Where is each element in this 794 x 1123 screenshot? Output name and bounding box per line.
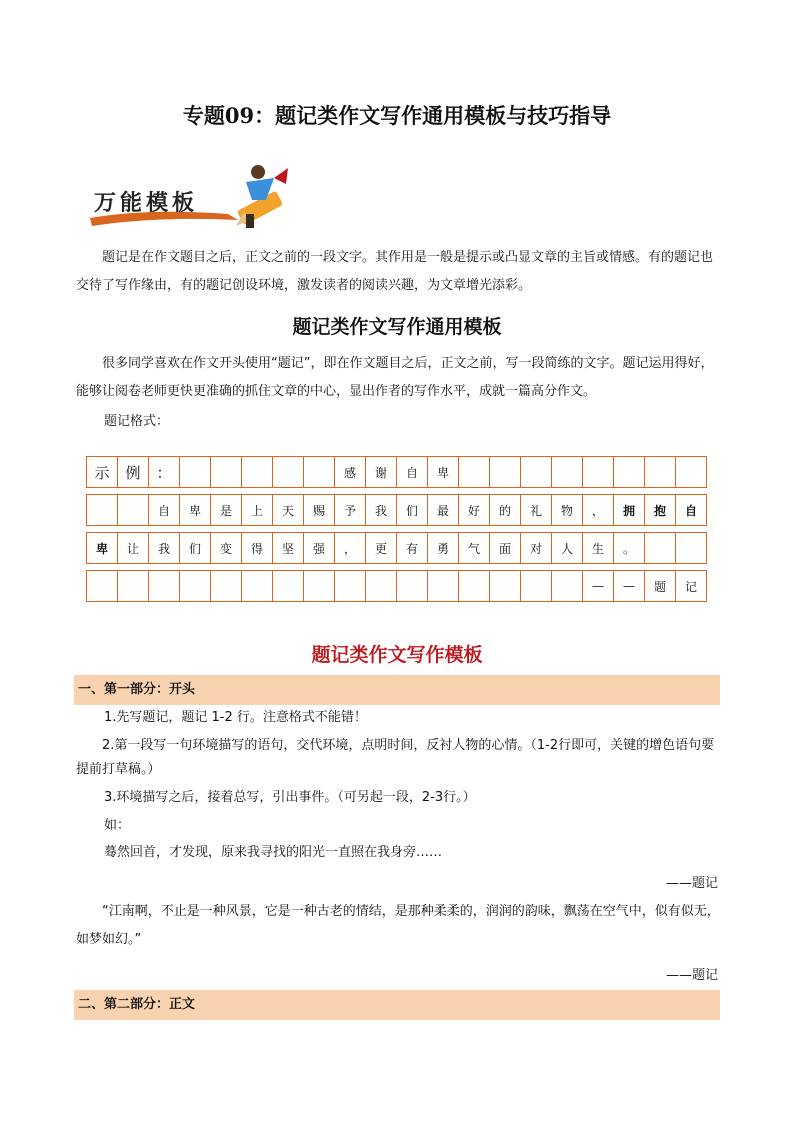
banner: [88, 160, 298, 240]
grid-cell: [583, 457, 614, 488]
banner-text: 万能模板: [94, 190, 199, 216]
grid-cell: [273, 457, 304, 488]
grid-cell: [521, 571, 552, 602]
grid-cell: 变: [211, 533, 242, 564]
section-heading-2: 题记类作文写作模板: [311, 644, 483, 666]
grid-cell: [118, 571, 149, 602]
grid-cell: 上: [242, 495, 273, 526]
grid-cell: 物: [552, 495, 583, 526]
grid-cell: 自: [397, 457, 428, 488]
grid-cell: [180, 571, 211, 602]
grid-cell: 。: [614, 533, 645, 564]
example-1-signature: ——题记: [665, 876, 718, 891]
part1-item-1: 1.先写题记，题记 1-2 行。注意格式不能错！: [104, 710, 367, 725]
grid-cell: 卑: [180, 495, 211, 526]
section-heading-1: 题记类作文写作通用模板: [292, 316, 502, 338]
part2-bar: 二、第二部分：正文: [74, 990, 720, 1020]
part1-bar: 一、第一部分：开头: [74, 675, 720, 705]
grid-cell: 卑: [428, 457, 459, 488]
format-label: 题记格式：: [104, 414, 170, 429]
grid-cell: [552, 571, 583, 602]
grid-cell: 拥: [614, 495, 645, 526]
grid-cell: 抱: [645, 495, 676, 526]
grid-cell: 礼: [521, 495, 552, 526]
grid-cell: [552, 457, 583, 488]
grid-cell: 是: [211, 495, 242, 526]
grid-cell: [428, 571, 459, 602]
grid-cell: 让: [118, 533, 149, 564]
grid-cell: [645, 457, 676, 488]
grid-cell: [490, 457, 521, 488]
grid-cell: [335, 571, 366, 602]
grid-cell: 题: [645, 571, 676, 602]
grid-cell: 记: [676, 571, 707, 602]
grid-cell: 人: [552, 533, 583, 564]
grid-row: [87, 533, 707, 564]
grid-cell: [490, 571, 521, 602]
grid-gap: [87, 564, 707, 571]
grid-cell: [180, 457, 211, 488]
part1-item-2: 2.第一段写一句环境描写的语句，交代环境，点明时间，反衬人物的心情。（1-2行即可，关键的增色语句要提前打草稿。）: [76, 738, 715, 777]
grid-cell: [211, 571, 242, 602]
grid-cell: 天: [273, 495, 304, 526]
grid-row: [87, 495, 707, 526]
grid-cell: 自: [676, 495, 707, 526]
grid-cell: [118, 495, 149, 526]
grid-cell: 更: [366, 533, 397, 564]
child-figure-icon: [246, 165, 288, 228]
grid-cell: 谢: [366, 457, 397, 488]
grid-cell: [676, 533, 707, 564]
grid-cell: [304, 571, 335, 602]
grid-cell: [676, 457, 707, 488]
grid-cell: 好: [459, 495, 490, 526]
example-2: “江南啊，不止是一种风景，它是一种古老的情结，是那种柔柔的，润润的韵味，飘荡在空气中，似有似无，如梦如幻。”: [76, 904, 720, 947]
grid-cell: 气: [459, 533, 490, 564]
grid-cell: 卑: [87, 533, 118, 564]
grid-cell: 们: [397, 495, 428, 526]
grid-cell: 赐: [304, 495, 335, 526]
grid-cell: 有: [397, 533, 428, 564]
format-grid: [86, 456, 707, 602]
grid-cell: [304, 457, 335, 488]
grid-cell: 们: [180, 533, 211, 564]
grid-cell: 我: [149, 533, 180, 564]
example-2-wrap: [76, 898, 720, 954]
grid-row: [87, 457, 707, 488]
grid-cell: 得: [242, 533, 273, 564]
grid-cell: [87, 571, 118, 602]
grid-cell: [459, 571, 490, 602]
grid-cell: 坚: [273, 533, 304, 564]
grid-cell: 例: [118, 457, 149, 488]
grid-cell: [242, 571, 273, 602]
grid-cell: ：: [149, 457, 180, 488]
grid-cell: [459, 457, 490, 488]
grid-cell: 面: [490, 533, 521, 564]
part1-item-3: 3.环境描写之后，接着总写，引出事件。（可另起一段，2-3行。）: [104, 790, 476, 805]
example-2-signature: ——题记: [665, 968, 718, 983]
grid-cell: —: [583, 571, 614, 602]
grid-cell: [211, 457, 242, 488]
grid-cell: [273, 571, 304, 602]
grid-cell: ，: [335, 533, 366, 564]
grid-gap: [87, 488, 707, 495]
grid-cell: [521, 457, 552, 488]
example-label: 如：: [104, 818, 131, 833]
grid-cell: [366, 571, 397, 602]
grid-cell: 的: [490, 495, 521, 526]
grid-cell: [397, 571, 428, 602]
grid-cell: 对: [521, 533, 552, 564]
grid-cell: ，: [583, 495, 614, 526]
grid-cell: —: [614, 571, 645, 602]
grid-cell: [614, 457, 645, 488]
grid-cell: 我: [366, 495, 397, 526]
grid-gap: [87, 526, 707, 533]
grid-cell: 强: [304, 533, 335, 564]
grid-cell: 勇: [428, 533, 459, 564]
grid-cell: 示: [87, 457, 118, 488]
grid-cell: 感: [335, 457, 366, 488]
section1-paragraph: 很多同学喜欢在作文开头使用“题记”，即在作文题目之后，正文之前，写一段简练的文字。题记运用得好，能够让阅卷老师更快更准确的抓住文章的中心，显出作者的写作水平，成就一篇高分作文。: [76, 356, 714, 399]
grid-cell: 最: [428, 495, 459, 526]
part1-item-2-wrap: [76, 734, 720, 782]
grid-cell: [87, 495, 118, 526]
page-title: 专题09：题记类作文写作通用模板与技巧指导: [182, 103, 612, 128]
example-1: 蓦然回首，才发现，原来我寻找的阳光一直照在我身旁……: [104, 845, 443, 860]
grid-cell: 自: [149, 495, 180, 526]
grid-cell: [242, 457, 273, 488]
grid-cell: [149, 571, 180, 602]
grid-cell: 生: [583, 533, 614, 564]
grid-cell: [645, 533, 676, 564]
grid-row: [87, 571, 707, 602]
intro-paragraph: 题记是在作文题目之后，正文之前的一段文字。其作用是一般是提示或凸显文章的主旨或情感。有的题记也交待了写作缘由，有的题记创设环境，激发读者的阅读兴趣，为文章增光添彩。: [76, 250, 714, 293]
grid-cell: 予: [335, 495, 366, 526]
